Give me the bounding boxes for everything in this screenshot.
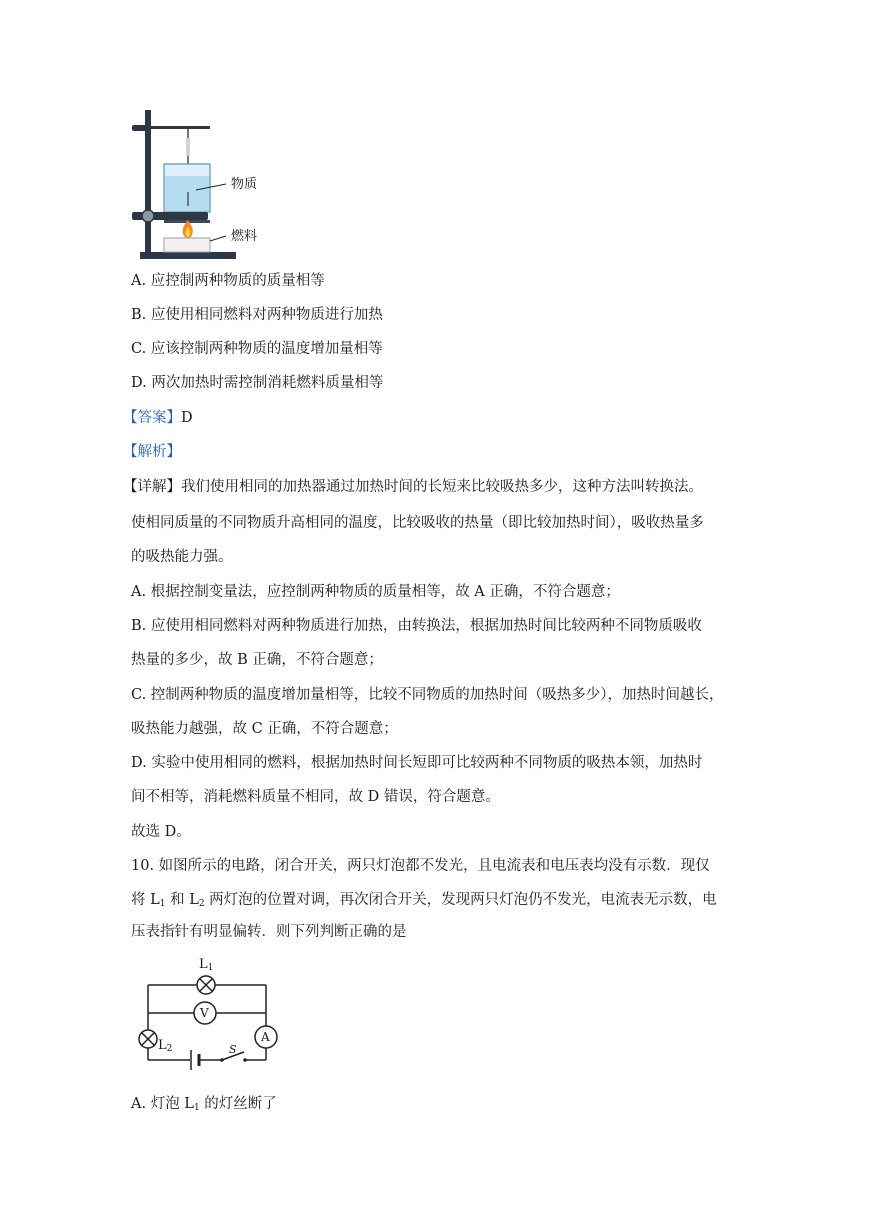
detail-line-2: 使相同质量的不同物质升高相同的温度，比较吸收的热量（即比较加热时间），吸收热量多 [131,515,704,531]
analysis-line-6: D. 实验中使用相同的燃料，根据加热时间长短即可比较两种不同物质的吸热本领，加热时 [131,755,703,771]
analysis-line-2: B. 应使用相同燃料对两种物质进行加热，由转换法，根据加热时间比较两种不同物质吸收 [131,618,702,634]
analysis-conclusion: 故选 D。 [131,824,191,840]
analysis-heading [123,442,181,462]
analysis-line-1: A. 根据控制变量法，应控制两种物质的质量相等，故 A 正确，不符合题意； [131,584,620,600]
analysis-line-4: C. 控制两种物质的温度增加量相等，比较不同物质的加热时间（吸热多少），加热时间越长， [131,687,724,703]
battery [191,1050,199,1070]
option-a: A. 应控制两种物质的质量相等 [131,273,325,289]
burner [164,238,210,252]
detail-line-1: 【详解】我们使用相同的加热器通过加热时间的长短来比较吸热多少，这种方法叫转换法。 [123,479,703,495]
detail-line-3: 的吸热能力强。 [131,549,233,565]
q10-option-a: A. 灯泡 $L_1$ 的灯丝断了 [131,1096,277,1113]
option-b: B. 应使用相同燃料对两种物质进行加热 [131,307,383,323]
option-c: C. 应该控制两种物质的温度增加量相等 [131,341,383,357]
analysis-line-5: 吸热能力越强，故 C 正确，不符合题意； [131,721,398,737]
switch [220,1058,224,1062]
lamp-l2 [139,1030,157,1048]
label-substance: 物质 [231,177,258,192]
lamp-l1 [197,976,215,994]
label-fuel: 燃料 [231,229,258,244]
q10-line-2: 将 $L_1$ 和 $L_2$ 两灯泡的位置对调，再次闭合开关，发现两只灯泡仍不发光，电流表无示数，电 [131,892,717,909]
analysis-line-3: 热量的多少，故 B 正确，不符合题意； [131,652,383,668]
analysis-tag: 【解析】 [123,444,181,460]
circuit-label-a: A [261,1030,270,1044]
option-d: D. 两次加热时需控制消耗燃料质量相等 [131,375,384,391]
circuit-label-l1: $L_1$ [199,957,214,973]
analysis-line-7: 间不相等，消耗燃料质量不相同，故 D 错误，符合题意。 [131,789,500,805]
answer-line [123,408,193,428]
circuit-label-v: V [200,1006,209,1020]
detail-tag: 【详解】 [123,479,181,495]
circuit-label-l2: $L_2$ [158,1038,173,1054]
answer-value: D [181,410,193,426]
answer-tag: 【答案】 [123,410,181,426]
q10-line-1: 10. 如图所示的电路，闭合开关，两只灯泡都不发光，且电流表和电压表均没有示数．现仅 [131,858,710,874]
stand-pole [145,110,151,255]
circuit-label-s: S [229,1043,237,1056]
stand-base [140,252,236,259]
q10-line-3: 压表指针有明显偏转．则下列判断正确的是 [131,924,407,940]
